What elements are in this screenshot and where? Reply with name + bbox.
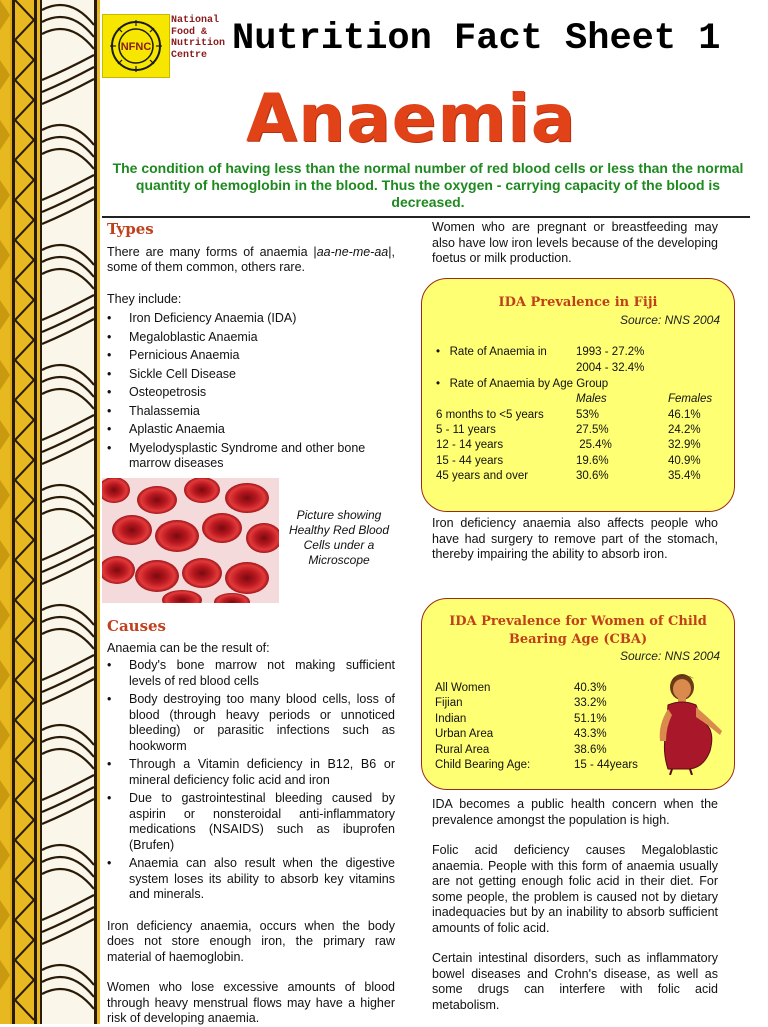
list-item: • Due to gastrointestinal bleeding caused by aspirin or nonsteroidal anti-inflammatory medications (NSAIDS) such as ibuprofen (Brufen) [107, 791, 395, 853]
age-group: 6 months to <5 years [436, 409, 544, 421]
list-item: • Body's bone marrow not making sufficient levels of red blood cells [107, 658, 395, 689]
folic-acid-text: Folic acid deficiency causes Megaloblastic anaemia. People with this form of anaemia usually are not getting enough folic acid in their diet. For some people, the problem is caused not by dietary inadequacies but by an inability to absorb sufficient amounts of folic acid. [432, 843, 718, 935]
male-value: 25.4% [576, 439, 612, 451]
they-include-label: They include: [107, 291, 182, 306]
cba-label: Indian [435, 713, 467, 725]
definition-text: The condition of having less than the normal number of red blood cells or less than the normal quantity of hemoglobin in the blood. Thus the oxygen - carrying capacity of the blood is decreased. [112, 160, 744, 210]
types-list [107, 311, 395, 472]
box2-title: IDA Prevalence for Women of Child Bearing Age (CBA) [449, 614, 707, 647]
box2-source: Source: NNS 2004 [619, 649, 720, 663]
types-heading: Types [107, 220, 154, 238]
org-line: National [171, 15, 220, 26]
right-lower-text [432, 797, 718, 1013]
picture-caption: Picture showing Healthy Red Blood Cells under a Microscope [288, 508, 390, 567]
causes-heading: Causes [107, 617, 166, 635]
pregnant-paragraph [432, 220, 718, 267]
rate-1993: 1993 - 27.2% [576, 346, 645, 358]
cba-value: 33.2% [574, 697, 607, 709]
female-value: 24.2% [668, 424, 701, 436]
fact-sheet-title: Nutrition Fact Sheet 1 [232, 18, 721, 60]
types-intro-pre: There are many forms of anaemia | [107, 244, 317, 259]
intestinal-text: Certain intestinal disorders, such as inflammatory bowel diseases and Crohn's disease, as well as some drugs can interfere with folic acid metabolism. [432, 951, 718, 1012]
col-females: Females [668, 393, 713, 405]
surgery-text: Iron deficiency anaemia also affects people who have had surgery to remove part of the stomach, thereby impairing the ability to absorb iron. [432, 516, 718, 561]
iron-storage-paragraph: Iron deficiency anaemia, occurs when the body does not store enough iron, the primary raw material of haemoglobin. [107, 918, 395, 964]
male-value: 53% [576, 409, 600, 421]
box1-title: IDA Prevalence in Fiji [498, 295, 658, 310]
box1-source: Source: NNS 2004 [619, 313, 720, 327]
list-item: • Pernicious Anaemia [107, 348, 395, 364]
rate-2004: 2004 - 32.4% [576, 362, 645, 374]
logo-lettering: NFNC [120, 41, 152, 53]
age-group: 45 years and over [436, 470, 529, 482]
types-section [107, 222, 395, 475]
org-line: Food & [171, 26, 208, 38]
age-bullet: • Rate of Anaemia by Age Group [436, 378, 609, 390]
causes-section [107, 619, 395, 1027]
list-item: • Through a Vitamin deficiency in B12, B6 or mineral deficiency folic acid and iron [107, 757, 395, 788]
nfnc-logo [102, 14, 170, 78]
tapa-pattern [0, 0, 100, 1024]
female-value: 32.9% [668, 439, 701, 451]
cba-label: Rural Area [435, 744, 490, 756]
age-group: 15 - 44 years [436, 455, 504, 467]
organization-name [171, 15, 225, 61]
col-males: Males [576, 393, 607, 405]
female-value: 35.4% [668, 470, 701, 482]
org-line: Centre [171, 49, 208, 61]
types-intro-post: |, some of them common, others rare. [107, 244, 395, 274]
list-item: • Osteopetrosis [107, 385, 395, 401]
cba-label: All Women [435, 682, 491, 694]
fiji-prevalence-box [421, 278, 735, 512]
list-item: • Megaloblastic Anaemia [107, 330, 395, 346]
causes-intro: Anaemia can be the result of: [107, 640, 270, 655]
menstrual-paragraph: Women who lose excessive amounts of blood through heavy menstrual flows may have a higher risk of developing anaemia. [107, 980, 395, 1025]
surgery-paragraph [432, 516, 718, 563]
cba-value: 43.3% [574, 728, 607, 740]
male-value: 27.5% [576, 424, 609, 436]
male-value: 30.6% [576, 470, 609, 482]
cba-label: Urban Area [435, 728, 494, 740]
list-item: • Aplastic Anaemia [107, 422, 395, 438]
cba-label: Fijian [435, 697, 463, 709]
list-item: • Myelodysplastic Syndrome and other bone marrow diseases [107, 441, 395, 472]
pronunciation: aa-ne-me-aa [316, 244, 389, 259]
list-item: • Anaemia can also result when the digestive system loses its ability to absorb key vitamins and minerals. [107, 856, 395, 903]
cba-value: 15 - 44years [574, 759, 638, 771]
rate-label: Rate of Anaemia in [449, 346, 547, 358]
cba-label: Child Bearing Age: [435, 759, 531, 771]
age-group: 5 - 11 years [436, 424, 496, 436]
pregnant-woman-illustration [650, 671, 730, 775]
public-health-text: IDA becomes a public health concern when the prevalence amongst the population is high. [432, 797, 718, 827]
male-value: 19.6% [576, 455, 609, 467]
cba-value: 40.3% [574, 682, 607, 694]
cba-value: 51.1% [574, 713, 607, 725]
female-value: 40.9% [668, 455, 701, 467]
decorative-tapa-border [0, 0, 100, 1024]
causes-list [107, 658, 395, 903]
list-item: • Thalassemia [107, 404, 395, 420]
pregnant-text: Women who are pregnant or breastfeeding may also have low iron levels because of the developing foetus or milk production. [432, 220, 718, 265]
age-group: 12 - 14 years [436, 439, 504, 451]
age-group-label: Rate of Anaemia by Age Group [449, 378, 609, 390]
list-item: • Iron Deficiency Anaemia (IDA) [107, 311, 395, 327]
rate-bullet: • Rate of Anaemia in [436, 346, 547, 358]
types-intro [107, 245, 395, 276]
female-value: 46.1% [668, 409, 701, 421]
org-line: Nutrition [171, 38, 226, 49]
list-item: • Sickle Cell Disease [107, 367, 395, 383]
main-title: Anaemia [246, 80, 577, 157]
red-blood-cells-image [102, 478, 279, 603]
cba-value: 38.6% [574, 744, 607, 756]
cba-prevalence-box [421, 598, 735, 790]
header-divider [102, 216, 750, 218]
list-item: • Body destroying too many blood cells, loss of blood (through heavy periods or unnoticed bleeding) or parasitic infections such as hookworm [107, 692, 395, 754]
